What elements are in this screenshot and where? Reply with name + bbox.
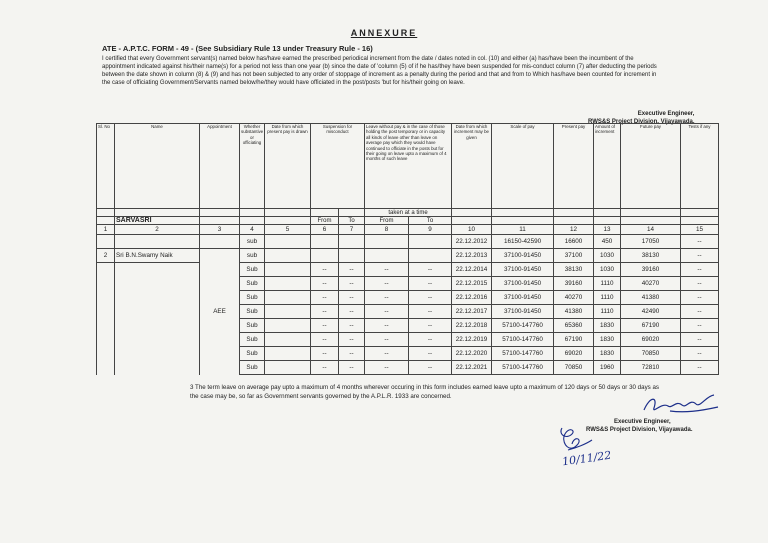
table-row <box>97 291 719 305</box>
header-sl-no: Sl. No <box>97 124 115 209</box>
name-cell: Sri B.N.Swamy Naik <box>115 249 200 263</box>
substantive-cell: sub <box>240 249 265 263</box>
column-number-row <box>97 225 719 235</box>
substantive-cell: Sub <box>240 319 265 333</box>
appointment-cell <box>200 361 240 375</box>
leave-to-cell: -- <box>409 347 452 361</box>
tests-cell: -- <box>681 263 719 277</box>
suspension-to-cell <box>339 249 365 263</box>
increment-amount-cell: 1030 <box>594 249 621 263</box>
leave-to-cell <box>409 235 452 249</box>
column-number: 5 <box>265 225 311 235</box>
sub-label-row <box>97 217 719 225</box>
appointment-cell <box>200 333 240 347</box>
increment-amount-cell: 450 <box>594 235 621 249</box>
leave-from-cell <box>365 235 409 249</box>
substantive-cell: sub <box>240 235 265 249</box>
suspension-from-cell: -- <box>311 291 339 305</box>
present-pay-cell: 39160 <box>554 277 594 291</box>
appointment-cell <box>200 319 240 333</box>
substantive-cell: Sub <box>240 277 265 291</box>
increment-amount-cell: 1830 <box>594 319 621 333</box>
scale-of-pay-cell: 37100-91450 <box>492 305 554 319</box>
suspension-to-cell: -- <box>339 263 365 277</box>
leave-to-cell: -- <box>409 319 452 333</box>
substantive-cell: Sub <box>240 305 265 319</box>
present-pay-date-cell <box>265 263 311 277</box>
column-number: 15 <box>681 225 719 235</box>
scale-of-pay-cell: 37100-91450 <box>492 263 554 277</box>
suspension-to-cell <box>339 235 365 249</box>
suspension-from-cell: -- <box>311 347 339 361</box>
sl-no-cell <box>97 235 115 249</box>
present-pay-cell: 65360 <box>554 319 594 333</box>
form-heading: ATE - A.P.T.C. FORM - 49 - (See Subsidiary Rule 13 under Treasury Rule - 16) <box>102 44 373 53</box>
leave-to-cell: -- <box>409 305 452 319</box>
increment-date-cell: 22.12.2021 <box>452 361 492 375</box>
substantive-cell: Sub <box>240 347 265 361</box>
leave-to-cell: -- <box>409 277 452 291</box>
column-number: 14 <box>621 225 681 235</box>
header-appointment: Appointment <box>200 124 240 209</box>
appointment-cell <box>200 277 240 291</box>
leave-from-cell: -- <box>365 305 409 319</box>
table-row <box>97 249 719 263</box>
column-number: 9 <box>409 225 452 235</box>
column-number: 2 <box>115 225 200 235</box>
header-increment: Amount of increment <box>594 124 621 209</box>
leave-from-cell <box>365 249 409 263</box>
future-pay-cell: 41380 <box>621 291 681 305</box>
leave-to-cell: -- <box>409 333 452 347</box>
table-row <box>97 235 719 249</box>
handwritten-date: 10/11/22 <box>561 448 613 469</box>
sl-no-cell <box>97 277 115 291</box>
appointment-cell <box>200 263 240 277</box>
column-number: 4 <box>240 225 265 235</box>
tests-cell: -- <box>681 249 719 263</box>
increment-date-cell: 22.12.2020 <box>452 347 492 361</box>
increment-amount-cell: 1830 <box>594 347 621 361</box>
increment-amount-cell: 1830 <box>594 333 621 347</box>
tests-cell: -- <box>681 305 719 319</box>
name-cell <box>115 305 200 319</box>
suspension-from-cell: -- <box>311 361 339 375</box>
engineer-title: Executive Engineer, <box>637 111 695 117</box>
table-row <box>97 305 719 319</box>
appointment-cell <box>200 347 240 361</box>
tests-cell: -- <box>681 291 719 305</box>
present-pay-cell: 40270 <box>554 291 594 305</box>
name-cell <box>115 333 200 347</box>
suspension-from-cell: -- <box>311 263 339 277</box>
header-suspension: Suspension for misconduct <box>311 124 365 209</box>
footnote: 3 The term leave on average pay upto a maximum of 4 months wherever occuring in this form includes earned leave upto a maximum of 120 days or 50 days or 30 days as the case may be, so far as Government servants governed by the A.P.L.R. 1933 are concerned. <box>190 384 660 400</box>
increment-amount-cell: 1110 <box>594 305 621 319</box>
increment-amount-cell: 1110 <box>594 277 621 291</box>
increment-date-cell: 22.12.2017 <box>452 305 492 319</box>
leave-from-cell: -- <box>365 347 409 361</box>
present-pay-date-cell <box>265 305 311 319</box>
future-pay-cell: 42490 <box>621 305 681 319</box>
present-pay-date-cell <box>265 319 311 333</box>
increment-date-cell: 22.12.2018 <box>452 319 492 333</box>
table-row <box>97 347 719 361</box>
leave-to-cell: -- <box>409 263 452 277</box>
name-cell <box>115 291 200 305</box>
suspension-to-cell: -- <box>339 347 365 361</box>
leave-from: From <box>365 217 409 225</box>
suspension-to-cell: -- <box>339 291 365 305</box>
scale-of-pay-cell: 57100-147760 <box>492 333 554 347</box>
scale-of-pay-cell: 57100-147760 <box>492 347 554 361</box>
engineer-division-bottom: RWS&S Project Division, Vijayawada. <box>586 427 693 433</box>
increment-amount-cell: 1110 <box>594 291 621 305</box>
header-substantive: Whether substantive or officiating <box>240 124 265 209</box>
present-pay-date-cell <box>265 347 311 361</box>
substantive-cell: Sub <box>240 263 265 277</box>
present-pay-cell: 70850 <box>554 361 594 375</box>
leave-from-cell: -- <box>365 277 409 291</box>
name-cell <box>115 347 200 361</box>
tests-cell: -- <box>681 319 719 333</box>
increment-table <box>96 123 719 375</box>
header-scale: Scale of pay <box>492 124 554 209</box>
scale-of-pay-cell: 37100-91450 <box>492 291 554 305</box>
future-pay-cell: 17050 <box>621 235 681 249</box>
present-pay-date-cell <box>265 333 311 347</box>
substantive-cell: Sub <box>240 291 265 305</box>
increment-date-cell: 22.12.2013 <box>452 249 492 263</box>
present-pay-date-cell <box>265 277 311 291</box>
scale-of-pay-cell: 57100-147760 <box>492 361 554 375</box>
certificate-paragraph: I certified that every Government servant(s) named below has/have earned the prescribed periodical increment from the date / dates noted in col. (10) and either (a) has/have been the incumbent of the appointment indicated against his/their name(s) for a period not less than one year (b) since the date of 'column (5) of if he has/they have been suspended for mis-conduct column (7) after deducting the periods between the date shown in column (8) & (9) and has not been subjected to any order of stoppage of increment as a penalty during the period and that and from to Which has/have been counted for increment in the case of officiating Government/Servants named below/he/they would have officiated in the post/posts 'but for his/their going on leave. <box>102 56 657 86</box>
suspension-to: To <box>339 217 365 225</box>
table-row <box>97 333 719 347</box>
future-pay-cell: 69020 <box>621 333 681 347</box>
present-pay-date-cell <box>265 291 311 305</box>
suspension-from-cell: -- <box>311 305 339 319</box>
leave-from-cell: -- <box>365 319 409 333</box>
future-pay-cell: 67190 <box>621 319 681 333</box>
scale-of-pay-cell: 57100-147760 <box>492 319 554 333</box>
header-future-pay: Future pay <box>621 124 681 209</box>
sl-no-cell: 2 <box>97 249 115 263</box>
scale-of-pay-cell: 37100-91450 <box>492 249 554 263</box>
present-pay-date-cell <box>265 361 311 375</box>
header-date-present-pay: Date from which present pay is drawn <box>265 124 311 209</box>
future-pay-cell: 38130 <box>621 249 681 263</box>
column-number: 1 <box>97 225 115 235</box>
table-row <box>97 277 719 291</box>
name-cell <box>115 319 200 333</box>
appointment-cell <box>200 249 240 263</box>
column-number: 6 <box>311 225 339 235</box>
present-pay-date-cell <box>265 235 311 249</box>
column-number: 7 <box>339 225 365 235</box>
sl-no-cell <box>97 361 115 375</box>
increment-date-cell: 22.12.2016 <box>452 291 492 305</box>
sl-no-cell <box>97 333 115 347</box>
table-row <box>97 361 719 375</box>
column-number: 10 <box>452 225 492 235</box>
suspension-from-cell <box>311 235 339 249</box>
leave-to-cell <box>409 249 452 263</box>
name-cell <box>115 235 200 249</box>
header-present-pay: Present pay <box>554 124 594 209</box>
suspension-to-cell: -- <box>339 277 365 291</box>
leave-from-cell: -- <box>365 263 409 277</box>
increment-date-cell: 22.12.2014 <box>452 263 492 277</box>
annexure-title: ANNEXURE <box>350 28 418 38</box>
column-number: 11 <box>492 225 554 235</box>
taken-at-a-time: taken at a time <box>365 209 452 217</box>
suspension-to-cell: -- <box>339 305 365 319</box>
suspension-from-cell <box>311 249 339 263</box>
column-number: 12 <box>554 225 594 235</box>
future-pay-cell: 72810 <box>621 361 681 375</box>
header-leave: Leave without pay & in the case of those holding the post temporary or in capacity all kinds of leave other than leave on average pay which they would have continued to officiate in the posts but for their going on leave upto a maximum of 4 months of such leave <box>365 124 452 209</box>
increment-amount-cell: 1960 <box>594 361 621 375</box>
substantive-cell: Sub <box>240 361 265 375</box>
leave-to-cell: -- <box>409 361 452 375</box>
sarvasri-label: SARVASRI <box>115 217 200 225</box>
present-pay-cell: 69020 <box>554 347 594 361</box>
tests-cell: -- <box>681 361 719 375</box>
suspension-from-cell: -- <box>311 333 339 347</box>
table-row <box>97 319 719 333</box>
suspension-from: From <box>311 217 339 225</box>
engineer-signature <box>640 392 720 418</box>
present-pay-date-cell <box>265 249 311 263</box>
increment-date-cell: 22.12.2015 <box>452 277 492 291</box>
future-pay-cell: 39160 <box>621 263 681 277</box>
engineer-division: RWS&S Project Division, Vijayawada. <box>588 119 695 125</box>
header-row <box>97 124 719 209</box>
name-cell <box>115 361 200 375</box>
leave-to-cell: -- <box>409 291 452 305</box>
suspension-from-cell: -- <box>311 277 339 291</box>
column-number: 8 <box>365 225 409 235</box>
present-pay-cell: 38130 <box>554 263 594 277</box>
present-pay-cell: 41380 <box>554 305 594 319</box>
engineer-title-bottom: Executive Engineer, <box>614 419 671 425</box>
table-row <box>97 263 719 277</box>
appointment-cell <box>200 291 240 305</box>
column-number: 3 <box>200 225 240 235</box>
suspension-to-cell: -- <box>339 319 365 333</box>
increment-date-cell: 22.12.2019 <box>452 333 492 347</box>
future-pay-cell: 70850 <box>621 347 681 361</box>
name-cell <box>115 263 200 277</box>
appointment-cell: AEE <box>200 305 240 319</box>
scale-of-pay-cell: 37100-91450 <box>492 277 554 291</box>
scale-of-pay-cell: 16150-42590 <box>492 235 554 249</box>
leave-from-cell: -- <box>365 291 409 305</box>
suspension-to-cell: -- <box>339 333 365 347</box>
present-pay-cell: 67190 <box>554 333 594 347</box>
tests-cell: -- <box>681 333 719 347</box>
name-cell <box>115 277 200 291</box>
leave-from-cell: -- <box>365 333 409 347</box>
suspension-from-cell: -- <box>311 319 339 333</box>
header-tests: Tests if any <box>681 124 719 209</box>
present-pay-cell: 16600 <box>554 235 594 249</box>
tests-cell: -- <box>681 277 719 291</box>
header-date-increment: Date from which increment may be given <box>452 124 492 209</box>
sl-no-cell <box>97 263 115 277</box>
leave-from-cell: -- <box>365 361 409 375</box>
sl-no-cell <box>97 291 115 305</box>
leave-to: To <box>409 217 452 225</box>
present-pay-cell: 37100 <box>554 249 594 263</box>
taken-at-time-row <box>97 209 719 217</box>
sl-no-cell <box>97 305 115 319</box>
tests-cell: -- <box>681 235 719 249</box>
tests-cell: -- <box>681 347 719 361</box>
future-pay-cell: 40270 <box>621 277 681 291</box>
substantive-cell: Sub <box>240 333 265 347</box>
sl-no-cell <box>97 347 115 361</box>
appointment-cell <box>200 235 240 249</box>
header-name: Name <box>115 124 200 209</box>
column-number: 13 <box>594 225 621 235</box>
sl-no-cell <box>97 319 115 333</box>
increment-date-cell: 22.12.2012 <box>452 235 492 249</box>
suspension-to-cell: -- <box>339 361 365 375</box>
increment-amount-cell: 1030 <box>594 263 621 277</box>
